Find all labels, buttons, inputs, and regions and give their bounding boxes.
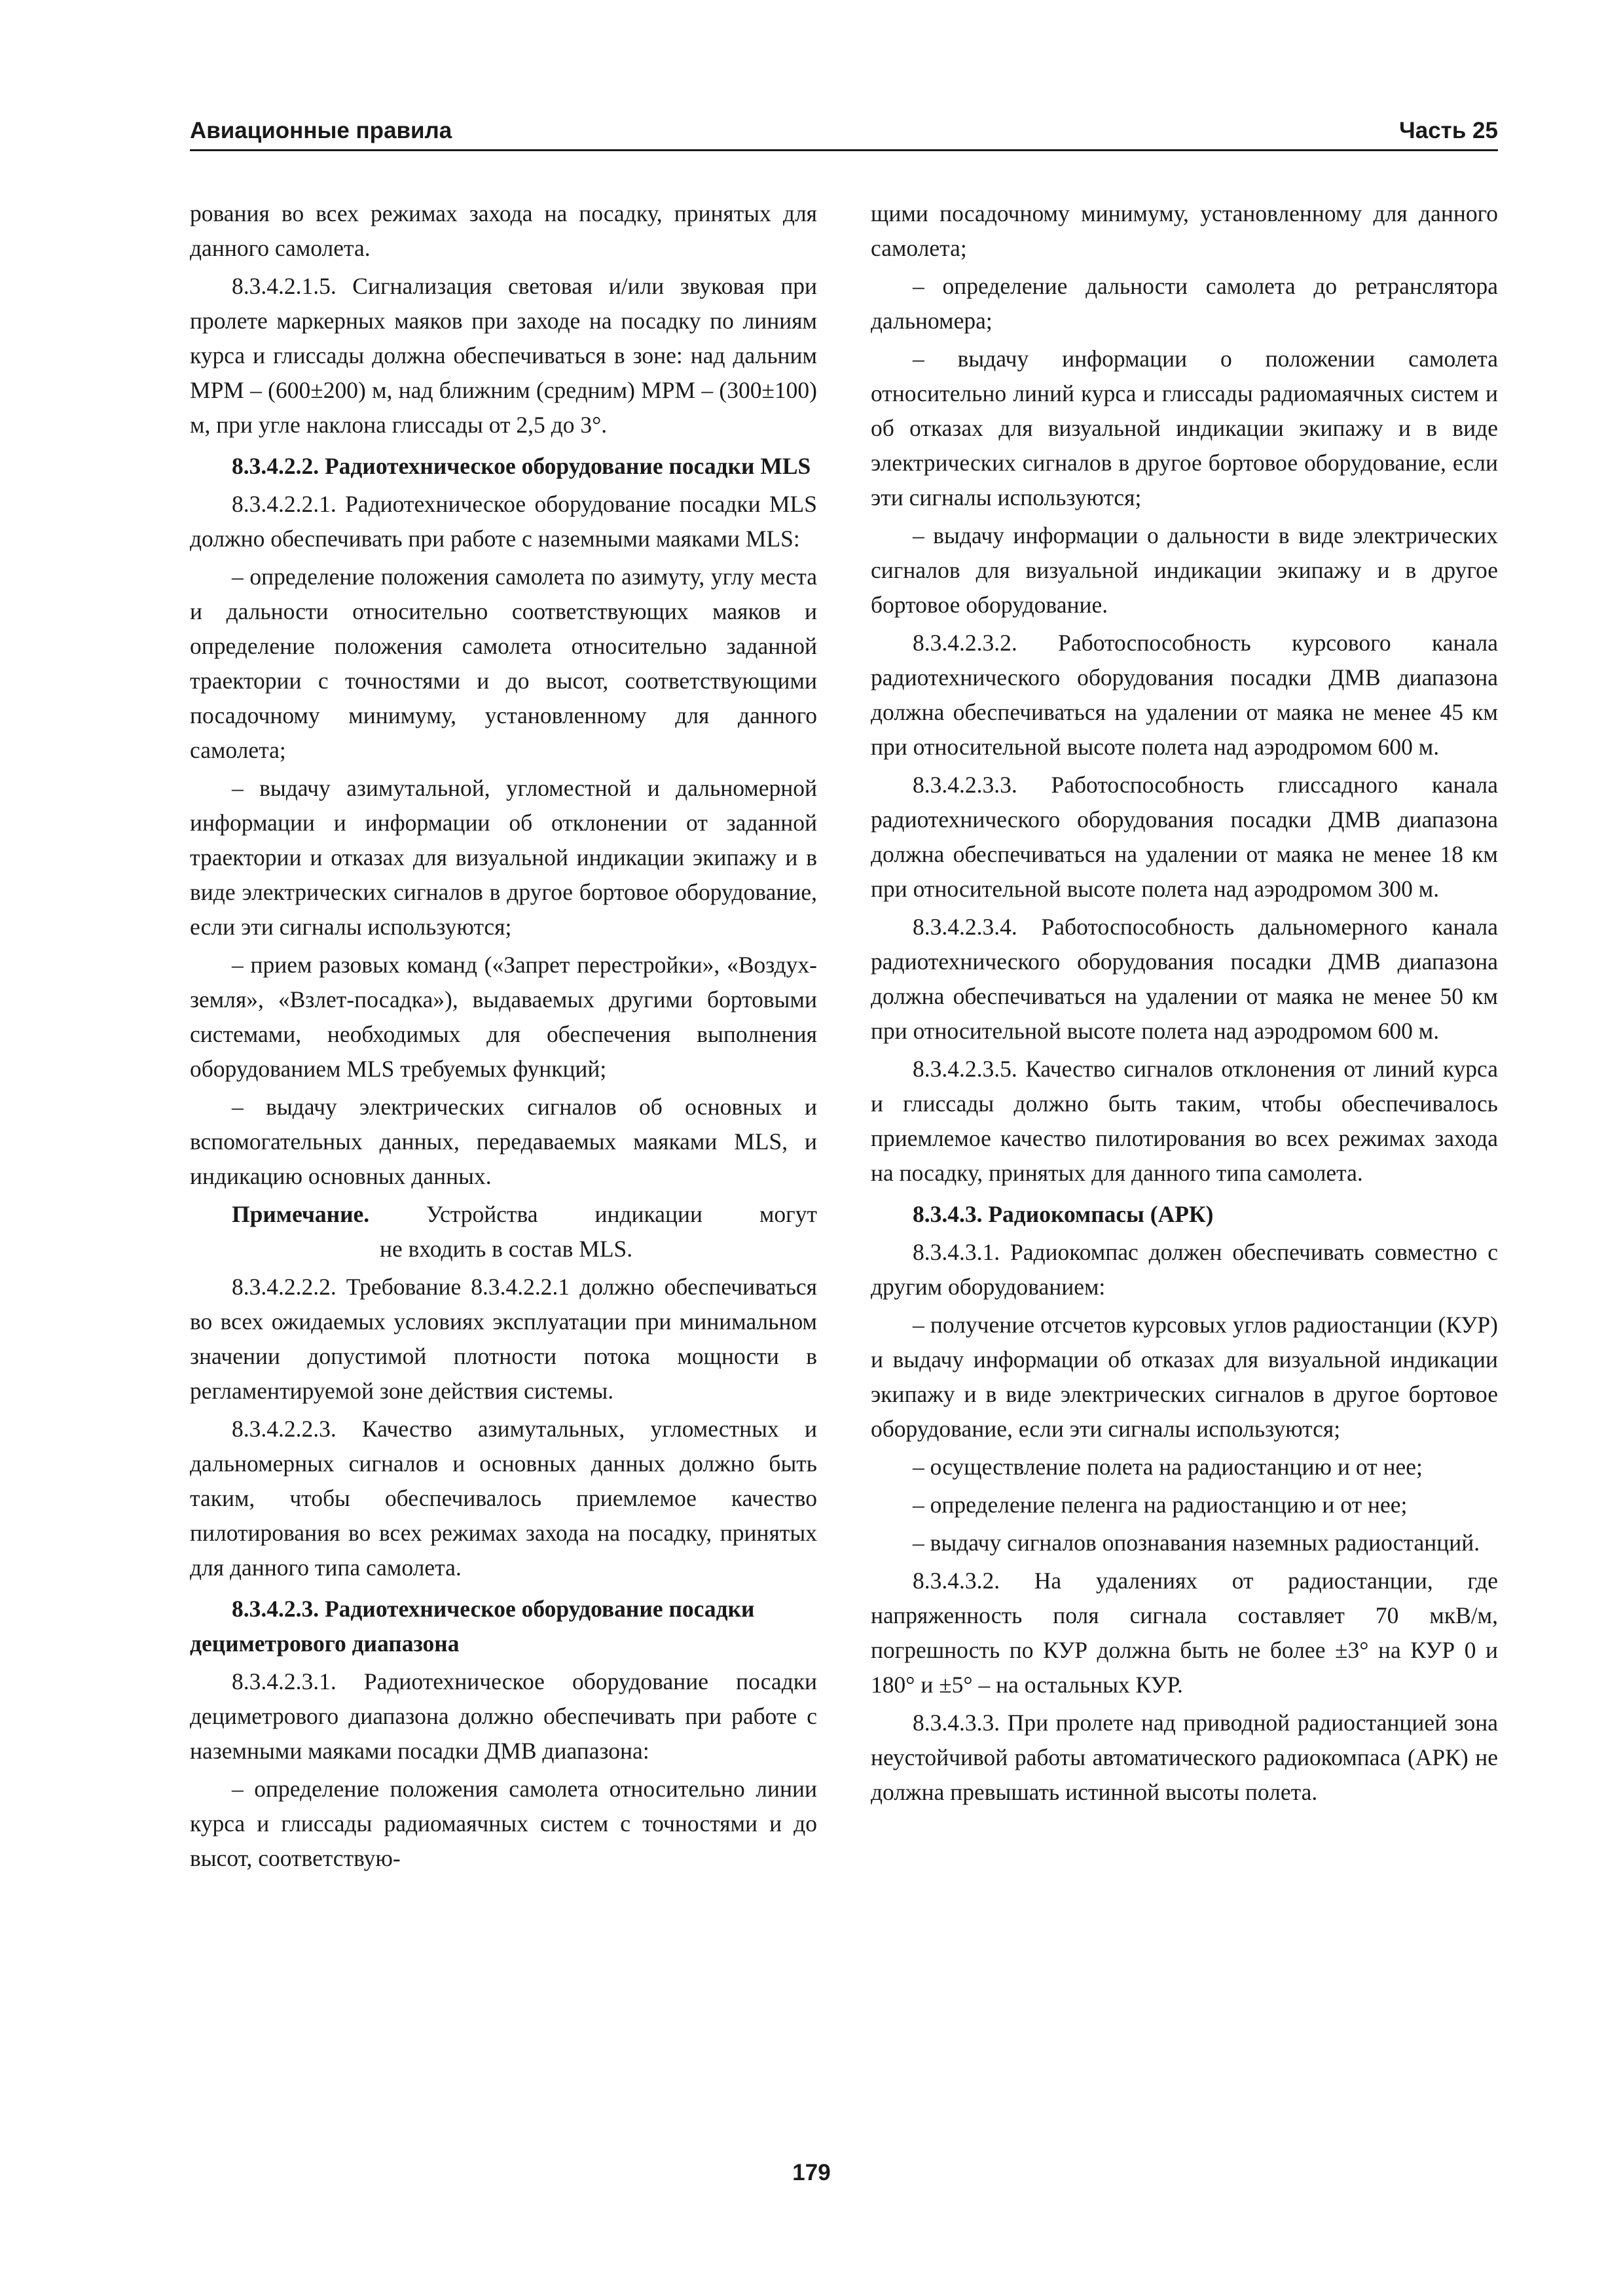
paragraph: 8.3.4.2.2.3. Качество азимутальных, угломестных и дальномерных сигналов и основных данных должно быть таким, чтобы обеспечивалось приемлемое качество пилотирования во всех режимах захода на посадку, принятых для данного типа самолета. (190, 1416, 817, 1581)
list-item: – выдачу сигналов опознавания наземных радиостанций. (913, 1530, 1480, 1556)
list-item: – получение отсчетов курсовых углов радиостанции (КУР) и выдачу информации об отказах для визуальной индикации экипажу и в виде электрических сигналов в другое бортовое оборудование, если эти сигналы используются; (871, 1312, 1498, 1442)
list-item: – осуществление полета на радиостанцию и от нее; (913, 1454, 1423, 1480)
right-column (871, 196, 1498, 1813)
list-item: – прием разовых команд («Запрет перестройки», «Воздух-земля», «Взлет-посадка»), выдаваемых другими бортовыми системами, необходимых для обеспечения выполнения оборудованием MLS требуемых функций; (190, 952, 817, 1082)
section-heading: 8.3.4.2.2. Радиотехническое оборудование посадки MLS (232, 453, 811, 479)
list-item: – определение пеленга на радиостанцию и от нее; (913, 1492, 1408, 1518)
list-item: – выдачу электрических сигналов об основных и вспомогательных данных, передаваемых маяками MLS, и индикацию основных данных. (190, 1094, 817, 1189)
paragraph: 8.3.4.2.3.1. Радиотехническое оборудование посадки дециметрового диапазона должно обеспечивать при работе с наземными маяками посадки ДМВ диапазона: (190, 1668, 817, 1764)
paragraph: 8.3.4.2.1.5. Сигнализация световая и/или звуковая при пролете маркерных маяков при заходе на посадку по линиям курса и глиссады должна обеспечиваться в зоне: над дальним МРМ – (600±200) м, над ближним (средним) МРМ – (300±100) м, при угле наклона глиссады от 2,5 до 3°. (190, 273, 817, 438)
paragraph: 8.3.4.2.3.3. Работоспособность глиссадного канала радиотехнического оборудования посадки ДМВ диапазона должна обеспечиваться на удалении от маяка не менее 18 км при относительной высоте полета над аэродромом 300 м. (871, 772, 1498, 902)
list-item: – определение дальности самолета до ретранслятора дальномера; (871, 273, 1498, 334)
list-item: – определение положения самолета по азимуту, углу места и дальности относительно соответствующих маяков и определение положения самолета относительно заданной траектории с точностями и до высот, соответствующими посадочному минимуму, установленному для данного самолета; (190, 564, 817, 763)
list-item: – выдачу информации о положении самолета относительно линий курса и глиссады радиомаячных систем и об отказах для визуальной индикации экипажу и в виде электрических сигналов в другое бортовое оборудование, если эти сигналы используются; (871, 346, 1498, 511)
list-item: – определение положения самолета относительно линии курса и глиссады радиомаячных систем с точностями и до высот, соответствую- (190, 1776, 817, 1871)
section-heading: 8.3.4.2.3. Радиотехническое оборудование посадки дециметрового диапазона (190, 1596, 755, 1657)
note-text: Устройства индикации могут (426, 1201, 817, 1227)
header-part: Часть 25 (1399, 118, 1498, 143)
list-item: – выдачу информации о дальности в виде электрических сигналов для визуальной индикации экипажу и в другое бортовое оборудование. (871, 522, 1498, 618)
page-number: 179 (792, 2160, 831, 2185)
paragraph: 8.3.4.2.3.2. Работоспособность курсового канала радиотехнического оборудования посадки ДМВ диапазона должна обеспечиваться на удалении от маяка не менее 45 км при относительной высоте полета над аэродромом 600 м. (871, 630, 1498, 760)
paragraph: 8.3.4.3.2. На удалениях от радиостанции, где напряженность поля сигнала составляет 70 мкВ/м, погрешность по КУР должна быть не более ±3° на КУР 0 и 180° и ±5° – на остальных КУР. (871, 1568, 1498, 1698)
paragraph: 8.3.4.3.3. При пролете над приводной радиостанцией зона неустойчивой работы автоматического радиокомпаса (АРК) не должна превышать истинной высоты полета. (871, 1710, 1498, 1805)
paragraph: 8.3.4.2.2.2. Требование 8.3.4.2.2.1 должно обеспечиваться во всех ожидаемых условиях эксплуатации при минимальном значении допустимой плотности потока мощности в регламентируемой зоне действия системы. (190, 1274, 817, 1404)
list-item: – выдачу азимутальной, угломестной и дальномерной информации и информации об отклонении от заданной траектории и отказах для визуальной индикации экипажу и в виде электрических сигналов в другое бортовое оборудование, если эти сигналы используются; (190, 775, 817, 940)
paragraph: рования во всех режимах захода на посадку, принятых для данного самолета. (190, 200, 817, 261)
paragraph: 8.3.4.2.2.1. Радиотехническое оборудование посадки MLS должно обеспечивать при работе с наземными маяками MLS: (190, 491, 817, 552)
section-heading: 8.3.4.3. Радиокомпасы (АРК) (913, 1201, 1214, 1227)
note (190, 1197, 817, 1266)
paragraph: щими посадочному минимуму, установленному для данного самолета; (871, 200, 1498, 261)
note-text-continued: не входить в состав MLS. (380, 1236, 633, 1262)
paragraph: 8.3.4.2.3.5. Качество сигналов отклонения от линий курса и глиссады должно быть таким, чтобы обеспечивалось приемлемое качество пилотирования во всех режимах захода на посадку, принятых для данного типа самолета. (871, 1056, 1498, 1186)
paragraph: 8.3.4.2.3.4. Работоспособность дальномерного канала радиотехнического оборудования посадки ДМВ диапазона должна обеспечиваться на удалении от маяка не менее 50 км при относительной высоте полета над аэродромом 600 м. (871, 914, 1498, 1044)
left-column (190, 196, 817, 1879)
header-title: Авиационные правила (190, 118, 452, 143)
page-header (190, 113, 1498, 151)
paragraph: 8.3.4.3.1. Радиокомпас должен обеспечивать совместно с другим оборудованием: (871, 1239, 1498, 1300)
note-label: Примечание. (232, 1201, 370, 1227)
